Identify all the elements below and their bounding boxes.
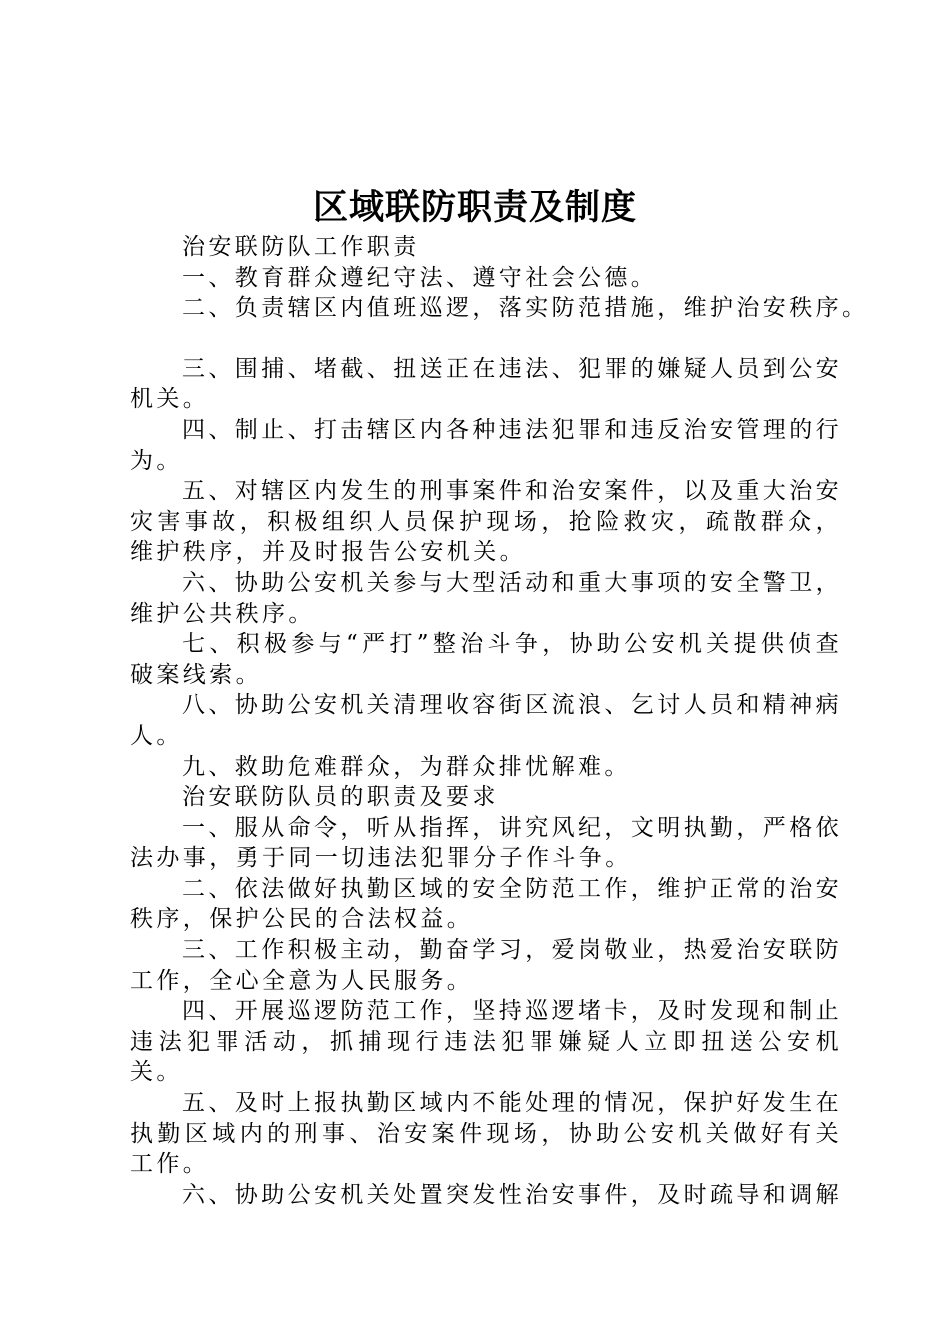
member-item-5: 五、及时上报执勤区域内不能处理的情况，保护好发生在执勤区域内的刑事、治安案件现场，协助公安机关做好有关工作。: [130, 1090, 842, 1178]
blank-line: [130, 324, 842, 354]
member-item-4: 四、开展巡逻防范工作，坚持巡逻堵卡，及时发现和制止违法犯罪活动，抓捕现行违法犯罪嫌疑人立即扭送公安机关。: [130, 998, 842, 1086]
duty-item-7: 七、积极参与“严打”整治斗争，协助公安机关提供侦查破案线索。: [130, 631, 842, 688]
duty-item-1: 一、教育群众遵纪守法、遵守社会公德。: [182, 264, 658, 291]
member-item-3: 三、工作积极主动，勤奋学习，爱岗敬业，热爱治安联防工作，全心全意为人民服务。: [130, 937, 842, 994]
section-heading-team-duties: 治安联防队工作职责: [182, 234, 420, 260]
duty-item-5: 五、对辖区内发生的刑事案件和治安案件，以及重大治安灾害事故，积极组织人员保护现场，抢险救灾，疏散群众，维护秩序，并及时报告公安机关。: [130, 478, 842, 566]
document-body: [130, 232, 869, 1210]
duty-item-6: 六、协助公安机关参与大型活动和重大事项的安全警卫，维护公共秩序。: [130, 569, 842, 627]
duty-item-9: 九、救助危难群众，为群众排忧解难。: [182, 753, 631, 780]
member-item-1: 一、服从命令，听从指挥，讲究风纪，文明执勤，严格依法办事，勇于同一切违法犯罪分子作斗争。: [130, 814, 842, 872]
member-item-6: 六、协助公安机关处置突发性治安事件，及时疏导和调解: [182, 1181, 842, 1208]
member-item-2: 二、依法做好执勤区域的安全防范工作，维护正常的治安秩序，保护公民的合法权益。: [130, 875, 842, 933]
section-heading-member-duties: 治安联防队员的职责及要求: [182, 784, 499, 811]
duty-item-8: 八、协助公安机关清理收容街区流浪、乞讨人员和精神病人。: [130, 692, 842, 749]
duty-item-4: 四、制止、打击辖区内各种违法犯罪和违反治安管理的行为。: [130, 416, 842, 474]
document-title: 区域联防职责及制度: [312, 187, 637, 228]
duty-item-2: 二、负责辖区内值班巡逻，落实防范措施，维护治安秩序。: [182, 295, 869, 322]
duty-item-3: 三、围捕、堵截、扭送正在违法、犯罪的嫌疑人员到公安机关。: [130, 355, 842, 413]
